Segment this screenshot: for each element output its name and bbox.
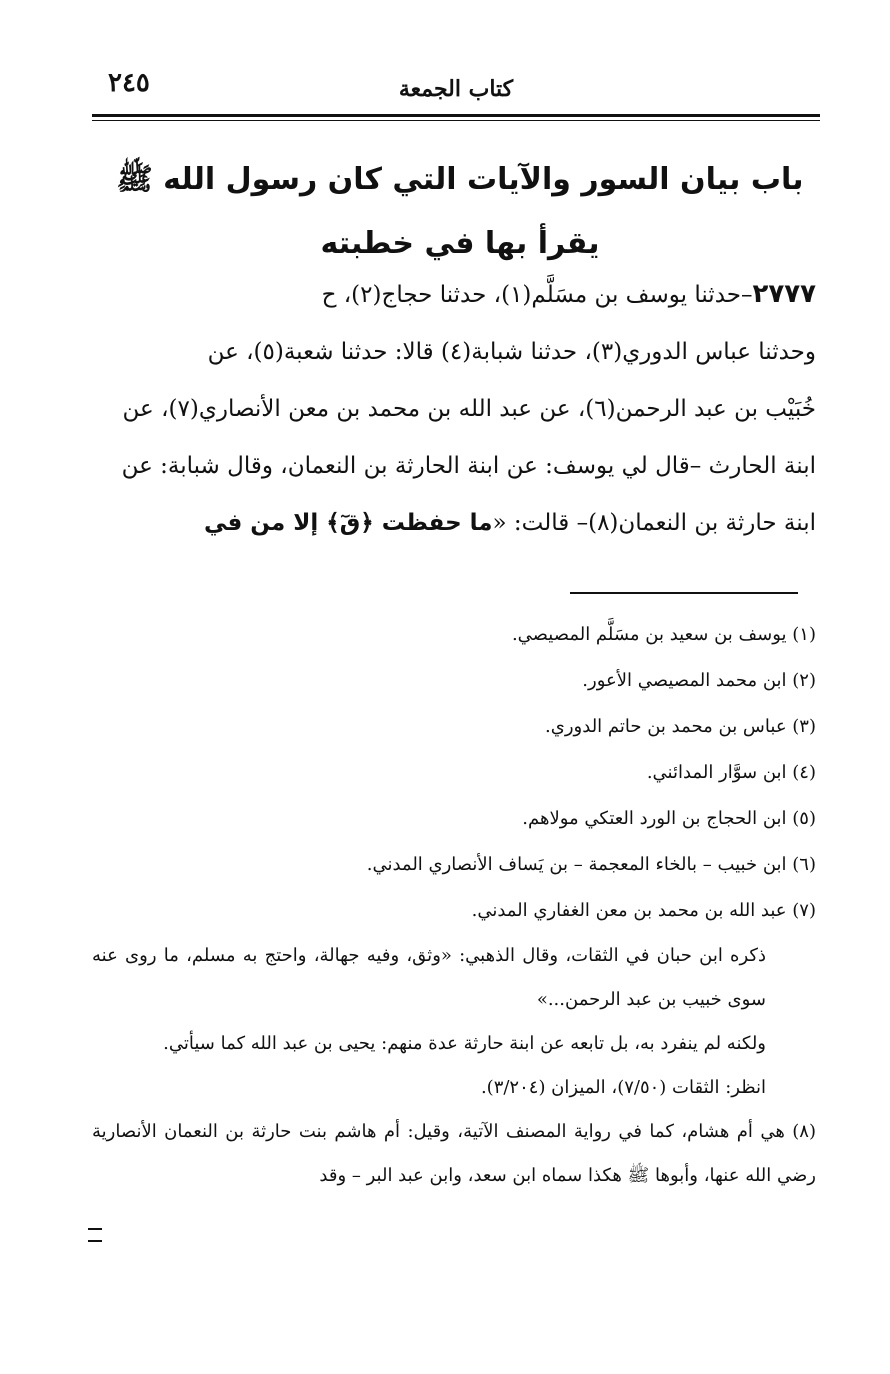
hadith-text <box>100 266 816 552</box>
hadith-quote: ما حفظت ﴿قٓ﴾ إلا من في <box>203 510 493 536</box>
hadith-line-3: خُبَيْب بن عبد الرحمن(٦)، عن عبد الله بن محمد بن معن الأنصاري(٧)، عن <box>122 396 816 422</box>
footnote-separator <box>570 592 798 594</box>
footnote-6: (٦) ابن خبيب – بالخاء المعجمة – بن يَساف الأنصاري المدني. <box>366 854 816 875</box>
hadith-line-4: ابنة الحارث –قال لي يوسف: عن ابنة الحارثة بن النعمان، وقال شبابة: عن <box>121 453 816 479</box>
hadith-line-1: ٢٧٧٧–حدثنا يوسف بن مسَلَّم(١)، حدثنا حجاج(٢)، ح <box>321 279 816 309</box>
header-rule-thick <box>92 114 820 117</box>
footnote-7-detail-2: ولكنه لم ينفرد به، بل تابعه عن ابنة حارثة عدة منهم: يحيى بن عبد الله كما سيأتي. <box>163 1033 766 1054</box>
footnote-8: (٨) هي أم هشام، كما في رواية المصنف الآتية، وقيل: أم هاشم بنت حارثة بن النعمان الأنصارية رضي الله عنها، وأبوها ﷺ هكذا سماه ابن سعد، وابن عبد البر – وقد <box>92 1121 816 1186</box>
hadith-number: ٢٧٧٧ <box>752 279 816 309</box>
footnote-7-detail-1: ذكره ابن حبان في الثقات، وقال الذهبي: «وثق، وفيه جهالة، واحتج به مسلم، ما روى عنه سوى خبيب بن عبد الرحمن...» <box>92 945 766 1010</box>
hadith-line-5: ابنة حارثة بن النعمان(٨)– قالت: «ما حفظت ﴿قٓ﴾ إلا من في <box>203 510 816 536</box>
hadith-line-2: وحدثنا عباس الدوري(٣)، حدثنا شبابة(٤) قالا: حدثنا شعبة(٥)، عن <box>207 339 816 365</box>
book-title: كتاب الجمعة <box>398 76 514 102</box>
continuation-mark <box>88 1228 102 1242</box>
page-number: ٢٤٥ <box>108 68 150 98</box>
header-rule-thin <box>92 120 820 121</box>
footnote-2: (٢) ابن محمد المصيصي الأعور. <box>582 670 816 691</box>
footnote-7: (٧) عبد الله بن محمد بن معن الغفاري المدني. <box>471 900 816 921</box>
footnote-3: (٣) عباس بن محمد بن حاتم الدوري. <box>545 716 816 737</box>
running-header <box>92 64 820 114</box>
footnote-7-detail-3: انظر: الثقات (٧/٥٠)، الميزان (٣/٢٠٤). <box>480 1077 766 1098</box>
footnote-4: (٤) ابن سوَّار المدائني. <box>646 762 816 783</box>
chapter-title: باب بيان السور والآيات التي كان رسول الله ﷺ يقرأ بها في خطبته <box>116 162 804 261</box>
footnote-5: (٥) ابن الحجاج بن الورد العتكي مولاهم. <box>522 808 816 829</box>
footnote-1: (١) يوسف بن سعيد بن مسَلَّم المصيصي. <box>511 624 816 645</box>
footnotes <box>92 612 816 1198</box>
